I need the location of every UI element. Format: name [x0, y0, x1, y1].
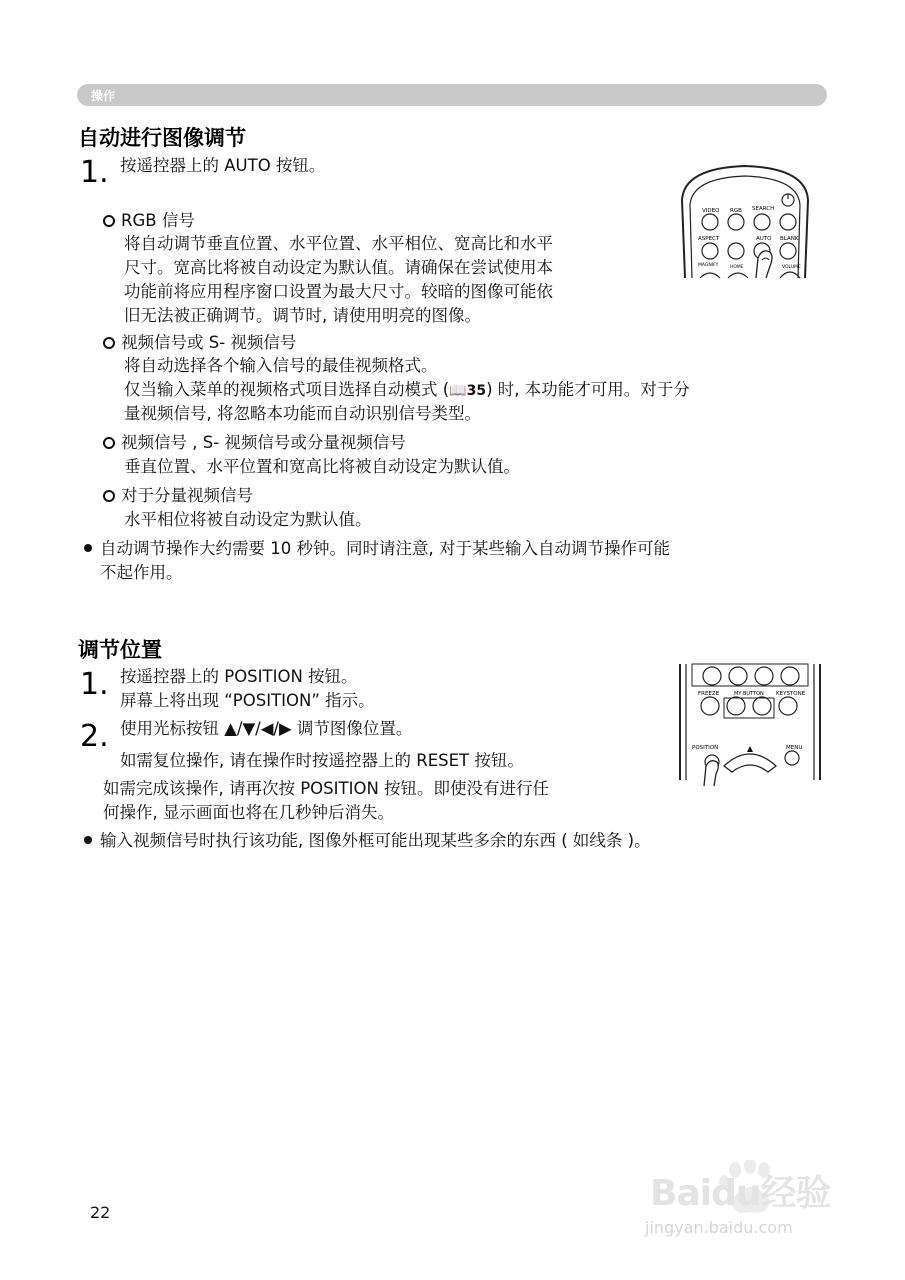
remote-control-auto-illustration	[670, 160, 820, 280]
section-title-auto-adjust: 自动进行图像调节	[78, 126, 246, 150]
section-header-label: 操作	[91, 89, 116, 103]
note-line: 自动调节操作大约需要 10 秒钟。同时请注意, 对于某些输入自动调节操作可能	[84, 538, 670, 560]
remote-label: MY BUTTON	[734, 691, 764, 697]
remote-label: FREEZE	[698, 691, 720, 697]
video-line: 量视频信号, 将忽略本功能而自动识别信号类型。	[124, 404, 481, 423]
remote-label: SEARCH	[752, 206, 775, 212]
step-text: 按遥控器上的 POSITION 按钮。	[120, 667, 358, 686]
component-heading: 视频信号 , S- 视频信号或分量视频信号	[103, 432, 406, 454]
component2-line: 水平相位将被自动设定为默认值。	[124, 510, 372, 529]
remote-label: KEYSTONE	[776, 691, 806, 697]
rgb-line: 功能前将应用程序窗口设置为最大尺寸。较暗的图像可能依	[124, 282, 553, 301]
rgb-line: 尺寸。宽高比将被自动设定为默认值。请确保在尝试使用本	[124, 258, 553, 277]
rgb-line: 旧无法被正确调节。调节时, 请使用明亮的图像。	[124, 306, 481, 325]
step-text: 如需复位操作, 请在操作时按遥控器上的 RESET 按钮。	[120, 751, 524, 770]
book-ref-icon: 📖	[449, 383, 467, 399]
remote-label: POSITION	[692, 745, 719, 751]
after-text: 如需完成该操作, 请再次按 POSITION 按钮。即使没有进行任	[103, 779, 550, 798]
after-text: 何操作, 显示画面也将在几秒钟后消失。	[103, 803, 394, 822]
page-number: 22	[90, 1203, 111, 1222]
step-number: 2.	[80, 719, 109, 754]
component2-heading: 对于分量视频信号	[103, 485, 253, 507]
remote-label: MAGNIFY	[698, 263, 719, 268]
page-reference[interactable]: 35	[466, 383, 487, 399]
dot-bullet-icon	[84, 544, 92, 552]
step-number: 1.	[80, 667, 109, 702]
section-title-position: 调节位置	[78, 638, 162, 662]
watermark-url: jingyan.baidu.com	[645, 1218, 793, 1237]
watermark-logo-text: Baidu经验	[650, 1173, 831, 1214]
step-text: 使用光标按钮 ▲/▼/◀/▶ 调节图像位置。	[120, 719, 413, 738]
step-text: 屏幕上将出现 “POSITION” 指示。	[120, 691, 375, 710]
note-line: 不起作用。	[100, 563, 183, 582]
section-header-bar	[77, 84, 827, 106]
circle-bullet-icon	[103, 490, 115, 502]
remote-label: MENU	[786, 745, 803, 751]
rgb-line: 将自动调节垂直位置、水平位置、水平相位、宽高比和水平	[124, 234, 553, 253]
remote-label: BLANK	[780, 236, 799, 242]
rgb-heading: RGB 信号	[103, 210, 195, 232]
component-line: 垂直位置、水平位置和宽高比将被自动设定为默认值。	[124, 457, 520, 476]
circle-bullet-icon	[103, 337, 115, 349]
note-line: 输入视频信号时执行该功能, 图像外框可能出现某些多余的东西 ( 如线条 )。	[84, 830, 651, 852]
remote-label: ASPECT	[698, 236, 720, 242]
video-heading: 视频信号或 S- 视频信号	[103, 332, 296, 354]
remote-label: VIDEO	[702, 208, 720, 214]
circle-bullet-icon	[103, 437, 115, 449]
dot-bullet-icon	[84, 836, 92, 844]
remote-label: HOME	[730, 265, 744, 270]
remote-label: RGB	[730, 208, 742, 214]
remote-label: AUTO	[756, 236, 772, 242]
video-line: 仅当输入菜单的视频格式项目选择自动模式 (📖35) 时, 本功能才可用。对于分	[124, 379, 690, 402]
circle-bullet-icon	[103, 215, 115, 227]
step-text: 按遥控器上的 AUTO 按钮。	[120, 156, 326, 175]
video-line: 将自动选择各个输入信号的最佳视频格式。	[124, 356, 438, 375]
step-number: 1.	[80, 155, 109, 190]
remote-control-position-illustration	[672, 662, 827, 788]
remote-label: VOLUME	[782, 265, 801, 270]
